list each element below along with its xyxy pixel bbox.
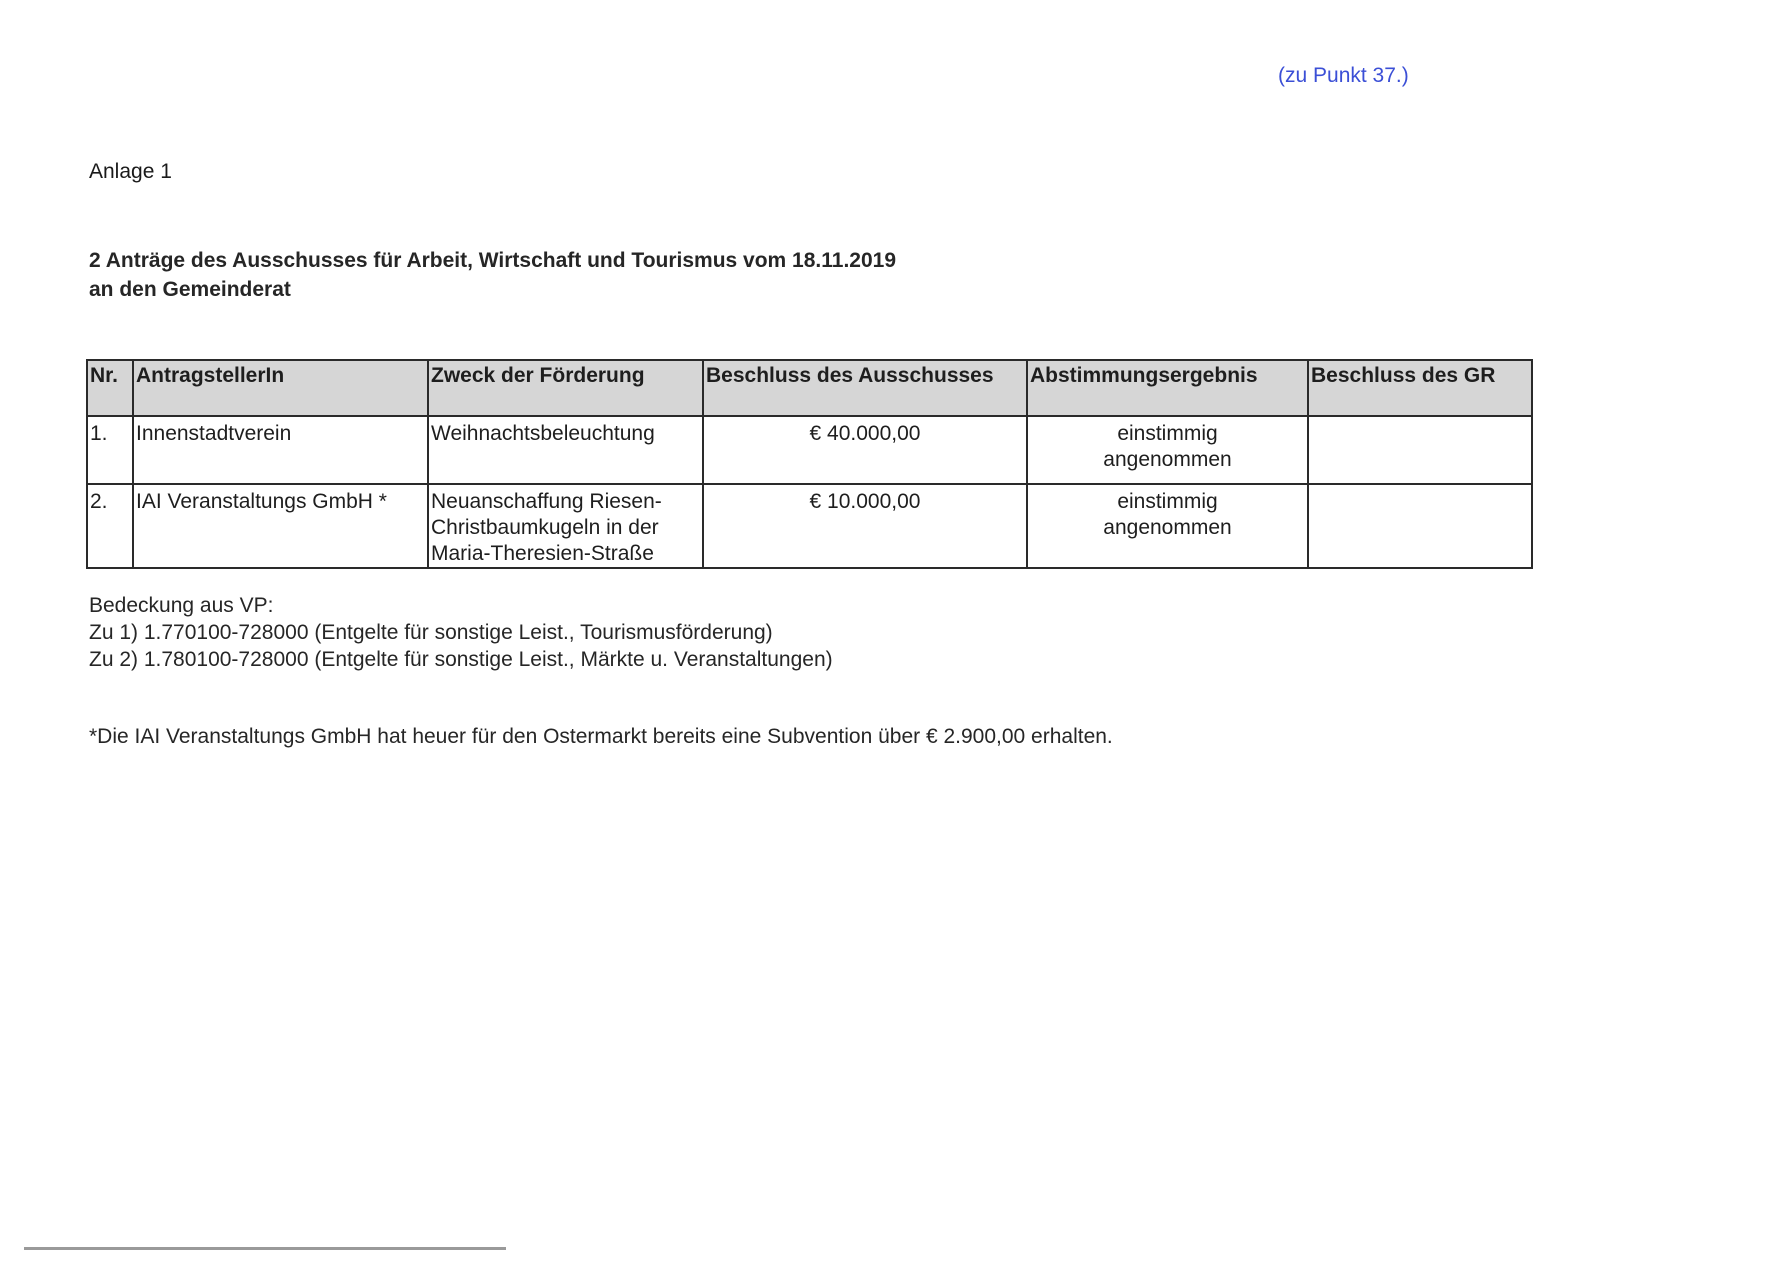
cell-committee-decision: € 10.000,00 xyxy=(703,484,1027,568)
heading-line-1: 2 Anträge des Ausschusses für Arbeit, Wirtschaft und Tourismus vom 18.11.2019 xyxy=(89,249,897,272)
heading-line-2: an den Gemeinderat xyxy=(89,278,291,301)
coverage-title: Bedeckung aus VP: xyxy=(89,594,274,617)
header-purpose: Zweck der Förderung xyxy=(428,360,703,416)
coverage-notes xyxy=(89,592,833,673)
cell-purpose xyxy=(428,484,703,568)
header-vote-result: Abstimmungsergebnis xyxy=(1027,360,1308,416)
bottom-divider xyxy=(24,1247,506,1250)
coverage-line: Zu 2) 1.780100-728000 (Entgelte für sonstige Leist., Märkte u. Veranstaltungen) xyxy=(89,648,833,671)
purpose-line: Christbaumkugeln in der xyxy=(431,516,659,539)
document-heading xyxy=(89,246,896,304)
cell-council-decision xyxy=(1308,484,1532,568)
attachment-label: Anlage 1 xyxy=(89,160,172,183)
agenda-reference: (zu Punkt 37.) xyxy=(1278,64,1409,87)
cell-vote-result xyxy=(1027,416,1308,484)
cell-council-decision xyxy=(1308,416,1532,484)
header-council-decision: Beschluss des GR xyxy=(1308,360,1532,416)
purpose-line: Weihnachtsbeleuchtung xyxy=(431,422,655,445)
header-nr: Nr. xyxy=(87,360,133,416)
cell-applicant: Innenstadtverein xyxy=(133,416,428,484)
header-applicant: AntragstellerIn xyxy=(133,360,428,416)
purpose-line: Maria-Theresien-Straße xyxy=(431,542,654,565)
vote-line: einstimmig xyxy=(1117,490,1218,513)
coverage-line: Zu 1) 1.770100-728000 (Entgelte für sonstige Leist., Tourismusförderung) xyxy=(89,621,773,644)
header-committee-decision: Beschluss des Ausschusses xyxy=(703,360,1027,416)
applications-table xyxy=(86,359,1533,569)
cell-applicant: IAI Veranstaltungs GmbH * xyxy=(133,484,428,568)
vote-line: einstimmig xyxy=(1117,422,1218,445)
cell-committee-decision: € 40.000,00 xyxy=(703,416,1027,484)
table-header-row xyxy=(87,360,1532,416)
vote-line: angenommen xyxy=(1103,516,1232,539)
table-row xyxy=(87,484,1532,568)
vote-line: angenommen xyxy=(1103,448,1232,471)
cell-vote-result xyxy=(1027,484,1308,568)
cell-nr: 1. xyxy=(87,416,133,484)
footnote: *Die IAI Veranstaltungs GmbH hat heuer für den Ostermarkt bereits eine Subvention über € 2.900,00 erhalten. xyxy=(89,725,1113,748)
cell-purpose xyxy=(428,416,703,484)
table-row xyxy=(87,416,1532,484)
cell-nr: 2. xyxy=(87,484,133,568)
purpose-line: Neuanschaffung Riesen- xyxy=(431,490,662,513)
